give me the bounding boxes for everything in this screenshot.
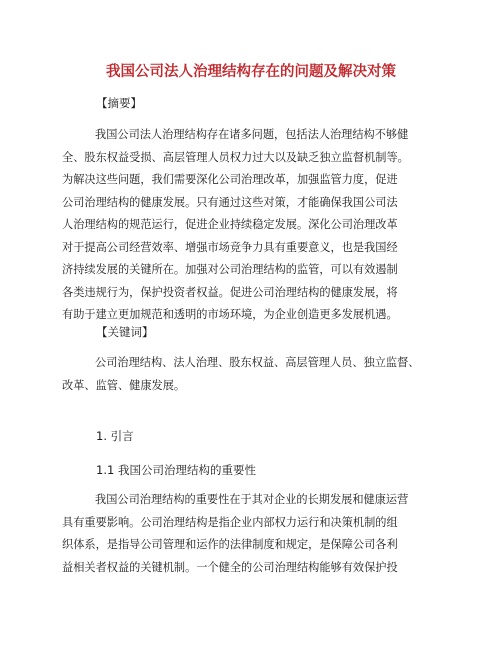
abstract-line: 有助于建立更加规范和透明的市场环境，为企业创造更多发展机遇。 [62,308,398,321]
keywords-paragraph [62,352,462,397]
abstract-line: 全、股东权益受损、高层管理人员权力过大以及缺乏独立监督机制等。 [62,150,409,164]
abstract-heading: 【摘要】 [96,96,142,110]
section-heading: 1. 引言 [96,429,134,443]
abstract-paragraph [62,124,462,327]
abstract-line: 对于提高公司经营效率、增强市场竞争力具有重要意义，也是我国经 [62,240,398,254]
body-line: 益相关者权益的关键机制。一个健全的公司治理结构能够有效保护投 [62,560,398,574]
abstract-line: 我国公司法人治理结构存在诸多问题，包括法人治理结构不够健 [95,128,409,141]
subsection-heading: 1.1 我国公司治理结构的重要性 [96,463,256,477]
document-title: 我国公司法人治理结构存在的问题及解决对策 [106,64,396,80]
abstract-line: 为解决这些问题，我们需要深化公司治理改革，加强监管力度，促进 [62,173,398,186]
keywords-line: 改革、监管、健康发展。 [62,378,186,392]
body-line: 我国公司治理结构的重要性在于其对企业的长期发展和健康运营 [95,493,409,506]
body-paragraph [62,489,462,579]
keywords-line: 公司治理结构、法人治理、股东权益、高层管理人员、独立监督、 [95,356,420,369]
abstract-line: 济持续发展的关键所在。加强对公司治理结构的监管，可以有效遏制 [62,263,398,276]
abstract-line: 各类违规行为，保护投资者权益。促进公司治理结构的健康发展，将 [62,285,398,299]
body-line: 具有重要影响。公司治理结构是指企业内部权力运行和决策机制的组 [62,515,398,529]
abstract-line: 人治理结构的规范运行，促进企业持续稳定发展。深化公司治理改革 [62,218,398,231]
body-line: 织体系，是指导公司管理和运作的法律制度和规定，是保障公司各利 [62,538,398,551]
abstract-line: 公司治理结构的健康发展。只有通过这些对策，才能确保我国公司法 [62,195,398,209]
keywords-heading: 【关键词】 [96,325,154,339]
